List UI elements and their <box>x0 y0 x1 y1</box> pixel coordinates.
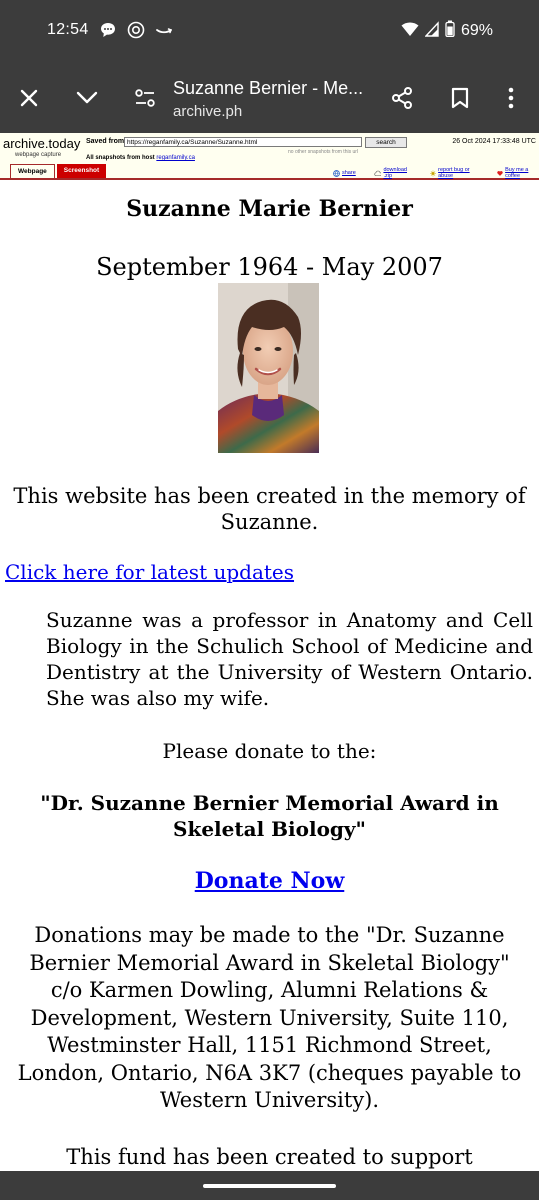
globe-icon <box>333 170 340 177</box>
share-link[interactable] <box>333 167 356 179</box>
amazon-icon <box>155 21 173 44</box>
donation-line: Bernier Memorial Award in Skeletal Biology" <box>29 950 510 975</box>
share-button[interactable] <box>388 84 416 112</box>
donate-now-wrapper <box>0 868 539 894</box>
donation-line: Western University). <box>159 1088 380 1112</box>
wifi-icon <box>401 21 419 42</box>
browser-toolbar <box>0 62 539 133</box>
signal-icon <box>425 21 439 42</box>
share-icon <box>390 86 414 110</box>
battery-icon <box>445 20 455 42</box>
chevron-down-icon <box>76 91 98 105</box>
all-snapshots-label: All snapshots <box>86 155 126 161</box>
coffee-link[interactable] <box>497 167 539 179</box>
memory-line-2: Suzanne. <box>220 510 319 534</box>
download-label: download .zip <box>383 167 407 179</box>
threads-icon <box>127 21 145 44</box>
download-link[interactable] <box>374 167 412 179</box>
bio-paragraph: Suzanne was a professor in Anatomy and Cell Biology in the Schulich School of Medicine and Dentistry at the University of Western Ontario. She was also my wife. <box>46 608 533 710</box>
donation-instructions <box>0 922 539 1115</box>
status-time: 12:54 <box>47 21 89 38</box>
donation-line: Westminster Hall, 1151 Richmond Street, <box>47 1033 492 1057</box>
snapshot-date: 26 Oct 2024 17:33:48 UTC <box>452 138 536 145</box>
archive-actions <box>333 167 539 179</box>
report-label: report bug or abuse <box>438 167 470 179</box>
life-dates: September 1964 - May 2007 <box>96 253 443 281</box>
archive-tabs <box>10 164 106 178</box>
please-donate-text: Please donate to the: <box>162 739 377 763</box>
fund-description: This fund has been created to support <box>66 1145 473 1169</box>
donation-line: c/o Karmen Dowling, Alumni Relations & <box>50 978 489 1002</box>
home-gesture-handle[interactable] <box>203 1184 336 1188</box>
page-domain[interactable]: archive.ph <box>173 103 243 120</box>
donate-now-link[interactable]: Donate Now <box>194 868 345 894</box>
saved-from-label: Saved from <box>86 138 125 145</box>
close-icon <box>19 88 39 108</box>
bookmark-icon <box>451 87 469 109</box>
bug-icon <box>430 170 436 177</box>
chat-bubble-icon <box>99 21 117 44</box>
archive-logo[interactable]: archive.today <box>3 136 81 151</box>
memory-line-1: This website has been created in the memory of <box>13 484 526 508</box>
portrait-photo <box>218 283 319 453</box>
latest-updates-link[interactable]: Click here for latest updates <box>5 560 295 584</box>
page-heading: Suzanne Marie Bernier <box>126 196 413 222</box>
navigation-bar <box>0 1171 539 1200</box>
award-name <box>20 790 519 842</box>
coffee-label: Buy me a coffee <box>505 167 529 179</box>
archive-header <box>0 133 539 180</box>
bookmark-button[interactable] <box>446 84 474 112</box>
all-snapshots-row <box>86 155 195 161</box>
donation-line: Development, Western University, Suite 110, <box>30 1005 509 1030</box>
heart-icon <box>497 170 503 177</box>
battery-percent: 69% <box>460 22 493 39</box>
more-menu-button[interactable] <box>497 84 525 112</box>
close-button[interactable] <box>15 84 43 112</box>
archive-logo-subtitle: webpage capture <box>15 152 62 158</box>
page-title[interactable]: Suzanne Bernier - Me... <box>173 78 364 98</box>
donation-line: Donations may be made to the "Dr. Suzanne <box>34 923 505 947</box>
status-indicators <box>401 20 493 42</box>
tune-icon <box>134 88 156 108</box>
cloud-download-icon <box>374 170 382 177</box>
report-link[interactable] <box>430 167 479 179</box>
more-vert-icon <box>508 87 514 109</box>
search-button[interactable]: search <box>365 137 407 148</box>
award-line-2: Skeletal Biology" <box>173 817 366 841</box>
site-settings-button[interactable] <box>131 84 159 112</box>
notification-icons <box>99 21 173 44</box>
tab-screenshot[interactable]: Screenshot <box>57 164 106 178</box>
tab-webpage[interactable]: Webpage <box>10 164 55 178</box>
award-line-1: "Dr. Suzanne Bernier Memorial Award in <box>40 791 499 815</box>
from-host-label: from host <box>127 155 155 161</box>
other-snapshots-note: no other snapshots from this url <box>288 149 359 155</box>
donation-line: London, Ontario, N6A 3K7 (cheques payable to <box>17 1060 522 1085</box>
host-link[interactable]: reganfamily.ca <box>156 155 195 161</box>
memory-statement <box>0 483 539 535</box>
share-label: share <box>342 170 356 176</box>
saved-url-input[interactable] <box>124 137 362 147</box>
status-bar <box>0 0 539 62</box>
minimize-button[interactable] <box>73 84 101 112</box>
